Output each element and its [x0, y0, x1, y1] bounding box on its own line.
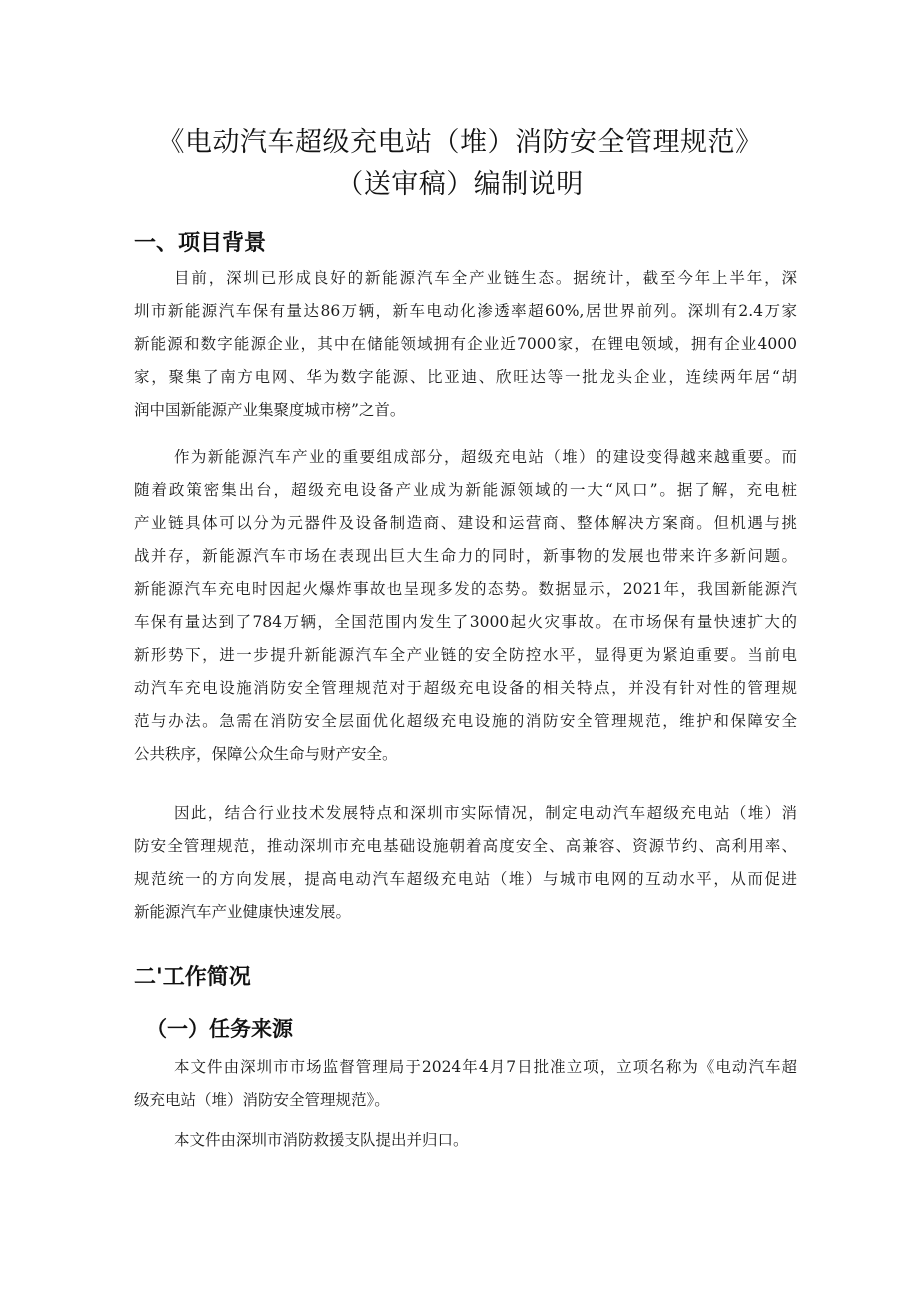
paragraph-line: 规范统一的方向发展，提高电动汽车超级充电站（堆）与城市电网的互动水平，从而促进	[134, 870, 797, 888]
paragraph-task-source-2	[134, 1124, 797, 1157]
paragraph-line: 新能源和数字能源企业，其中在储能领域拥有企业近7000家，在锂电领域，拥有企业4000	[134, 335, 797, 353]
paragraph-line: 动汽车充电设施消防安全管理规范对于超级充电设备的相关特点，并没有针对性的管理规	[134, 679, 797, 697]
paragraph-line: 车保有量达到了784万辆，全国范围内发生了3000起火灾事故。在市场保有量快速扩大的	[134, 613, 797, 631]
subsection-heading-task-source: （一）任务来源	[146, 1017, 293, 1041]
paragraph-line: 目前，深圳已形成良好的新能源汽车全产业链生态。据统计，截至今年上半年，深	[174, 269, 797, 287]
paragraph-background-1	[134, 262, 797, 427]
paragraph-background-3	[134, 797, 797, 929]
paragraph-line: 级充电站（堆）消防安全管理规范》。	[134, 1091, 390, 1109]
paragraph-line: 新形势下，进一步提升新能源汽车全产业链的安全防控水平，显得更为紧迫重要。当前电	[134, 646, 797, 664]
paragraph-line: 随着政策密集出台，超级充电设备产业成为新能源领域的一大“风口”。据了解，充电桩	[134, 481, 797, 499]
paragraph-line: 润中国新能源产业集聚度城市榜”之首。	[134, 401, 406, 419]
paragraph-line: 本文件由深圳市市场监督管理局于2024年4月7日批准立项，立项名称为《电动汽车超	[174, 1058, 797, 1076]
section-heading-background: 一、项目背景	[134, 231, 267, 256]
paragraph-line: 新能源汽车充电时因起火爆炸事故也呈现多发的态势。数据显示，2021年，我国新能源汽	[134, 580, 797, 598]
paragraph-line: 范与办法。急需在消防安全层面优化超级充电设施的消防安全管理规范，维护和保障安全	[134, 712, 797, 730]
paragraph-line: 圳市新能源汽车保有量达86万辆，新车电动化渗透率超60%,居世界前列。深圳有2.4万家	[134, 302, 797, 320]
paragraph-line: 公共秩序，保障公众生命与财产安全。	[134, 745, 398, 763]
paragraph-line: 产业链具体可以分为元器件及设备制造商、建设和运营商、整体解决方案商。但机遇与挑	[134, 514, 797, 532]
document-title-line2: （送审稿）编制说明	[336, 169, 584, 200]
paragraph-line: 防安全管理规范，推动深圳市充电基础设施朝着高度安全、高兼容、资源节约、高利用率、	[134, 837, 797, 855]
document-title-line1: 《电动汽车超级充电站（堆）消防安全管理规范》	[157, 127, 763, 158]
paragraph-task-source-1	[134, 1051, 797, 1117]
paragraph-line: 本文件由深圳市消防救援支队提出并归口。	[174, 1131, 469, 1149]
paragraph-background-2	[134, 441, 797, 771]
paragraph-line: 战并存，新能源汽车市场在表现出巨大生命力的同时，新事物的发展也带来许多新问题。	[134, 547, 797, 565]
section-heading-work-overview: 二'工作简况	[134, 965, 251, 990]
paragraph-line: 因此，结合行业技术发展特点和深圳市实际情况，制定电动汽车超级充电站（堆）消	[174, 804, 797, 822]
paragraph-line: 作为新能源汽车产业的重要组成部分，超级充电站（堆）的建设变得越来越重要。而	[174, 448, 797, 466]
paragraph-line: 家，聚集了南方电网、华为数字能源、比亚迪、欣旺达等一批龙头企业，连续两年居“胡	[134, 368, 797, 386]
paragraph-line: 新能源汽车产业健康快速发展。	[134, 903, 352, 921]
